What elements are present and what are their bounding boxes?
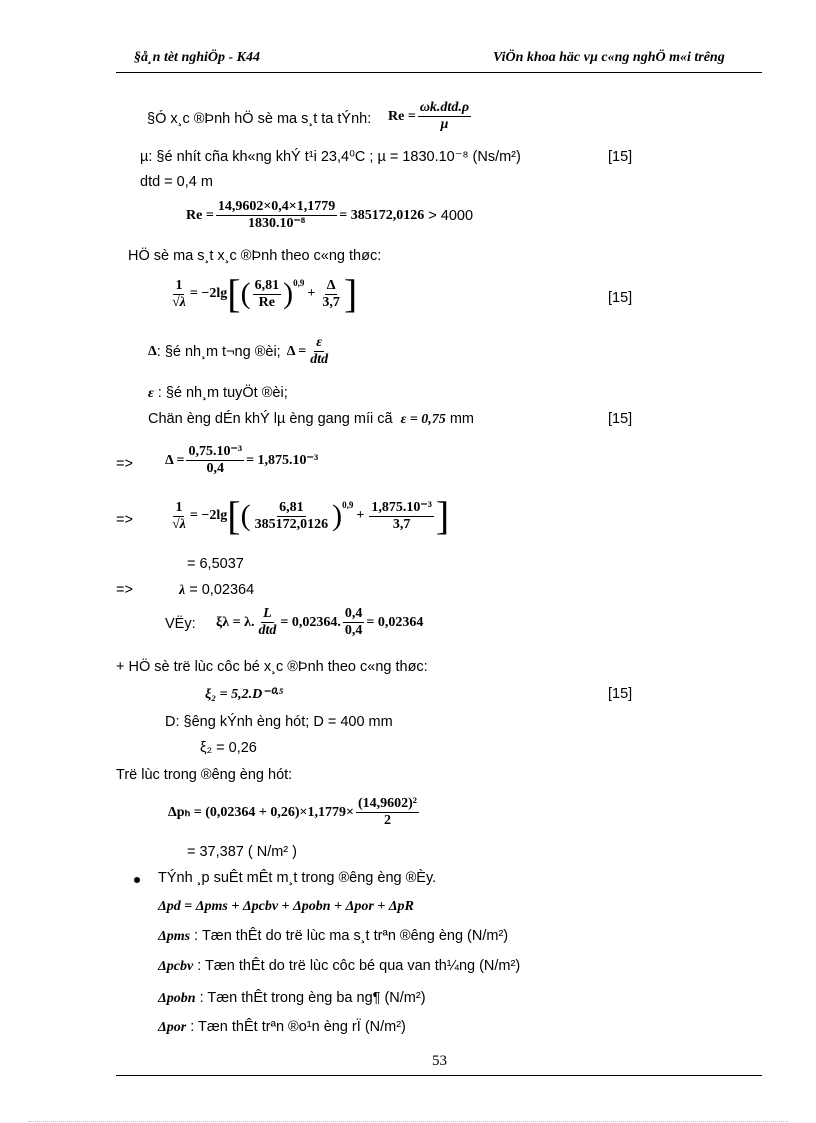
implies-arrow: =>: [116, 582, 133, 598]
text-span: : Tæn thÊt trªn ®o¹n èng rÏ (N/m²): [190, 1019, 406, 1035]
denominator: 1830.10⁻⁸: [248, 216, 306, 231]
formula-relative-roughness: [148, 335, 332, 368]
numerator: Δ: [326, 277, 336, 293]
formula-text: Δpms: [158, 929, 191, 944]
text-line: TÝnh ¸p suÊt mÊt m¸t trong ®êng èng ®Èy.: [158, 870, 437, 886]
text-span: Chän èng dÉn khÝ lµ èng gang míi cã: [148, 411, 393, 427]
fraction: [170, 500, 188, 533]
numerator: 6,81: [279, 499, 304, 515]
fraction: [253, 500, 331, 533]
text-line: [158, 928, 508, 945]
formula-lambda-calc: [168, 493, 450, 538]
formula-text: = 0,02364: [366, 614, 424, 630]
formula-text: Δpobn: [158, 991, 196, 1006]
text-line: [148, 385, 288, 402]
formula-dp-discharge: Δpd = Δpms + Δpcbv + Δpobn + Δpor + ΔpR: [158, 899, 414, 914]
text-line: = 6,5037: [187, 556, 244, 572]
formula-re-calc: [186, 199, 473, 232]
formula-text: ε = 0,75: [400, 412, 446, 427]
text-line: dtd = 0,4 m: [140, 174, 213, 190]
header-left: §å¸n tèt nghiÖp - K44: [134, 50, 261, 65]
formula-dp-suction: [168, 796, 421, 829]
denominator: √λ: [172, 294, 186, 310]
numerator: 0,75.10⁻³: [188, 444, 243, 459]
reference: [15]: [608, 686, 633, 702]
bullet: [134, 877, 140, 883]
formula-text: Re =: [186, 207, 214, 223]
text-line: ξ₂ = 0,26: [200, 740, 257, 756]
text-line: §Ó x¸c ®Þnh hÖ sè ma s¸t ta tÝnh:: [147, 111, 372, 127]
denominator: Re: [258, 294, 275, 310]
formula-text: λ: [179, 583, 186, 598]
footer-rule: [116, 1075, 762, 1076]
denominator: 3,7: [322, 294, 340, 310]
denominator: dtd: [258, 623, 277, 638]
formula-text: = 1,875.10⁻³: [246, 453, 319, 468]
reference: [15]: [608, 411, 633, 427]
formula-text: Re =: [388, 108, 416, 124]
exponent: 0,9: [342, 500, 354, 510]
denominator: 0,4: [344, 623, 363, 638]
text-span: : Tæn thÊt trong èng ba ng¶ (N/m²): [199, 990, 426, 1006]
text-line: [158, 1019, 406, 1036]
text-line: [148, 411, 474, 428]
formula-text: Δ =: [286, 343, 307, 359]
formula-text: ε: [148, 386, 154, 401]
formula-delta-calc: [165, 444, 318, 477]
numerator: 0,4: [344, 606, 363, 621]
denominator: 0,4: [206, 461, 225, 476]
text-line: µ: §é nhít cña kh«ng khÝ t¹i 23,4⁰C ; µ = 1830.10⁻⁸ (Ns/m²): [140, 149, 521, 165]
formula-text: Δpₕ = (0,02364 + 0,26)×1,1779×: [168, 805, 354, 820]
bracket-open: [: [227, 271, 241, 316]
reference: [15]: [608, 290, 633, 306]
fraction: [216, 199, 337, 232]
formula-re: [388, 100, 473, 133]
bracket-close: ]: [435, 493, 450, 538]
denominator: 2: [383, 813, 391, 828]
text-line: : §é nh¸m t¬ng ®èi;: [156, 343, 281, 360]
denominator: 3,7: [392, 516, 411, 532]
paren-close: ): [332, 499, 343, 532]
fraction: [356, 796, 419, 829]
text-line: [158, 958, 520, 975]
fraction: [320, 278, 342, 311]
numerator: 1: [175, 499, 183, 515]
formula-text: = −2lg: [189, 508, 228, 523]
denominator: √λ: [172, 516, 186, 532]
denominator: µ: [440, 117, 449, 132]
formula-text: = −2lg: [189, 286, 228, 301]
denominator: 385172,0126: [254, 516, 329, 532]
paren-close: ): [283, 277, 294, 310]
text-line: = 37,387 ( N/m² ): [187, 844, 297, 860]
paren-open: (: [240, 277, 251, 310]
numerator: 6,81: [254, 277, 280, 293]
numerator: (14,9602)²: [357, 796, 417, 811]
fraction: [170, 278, 188, 311]
implies-arrow: =>: [116, 512, 133, 528]
formula-xi2: ξ₂ = 5,2.D⁻⁰·⁵: [205, 687, 284, 702]
fraction: [253, 278, 282, 311]
fraction: [308, 335, 330, 368]
formula-text: Δ =: [165, 452, 185, 468]
text-span: : Tæn thÊt do trë lùc ma s¸t trªn ®êng èng (N/m²): [194, 928, 509, 944]
numerator: L: [263, 606, 272, 621]
formula-text: Δpcbv: [158, 959, 194, 974]
numerator: ε: [316, 335, 323, 350]
exponent: 0,9: [293, 278, 305, 288]
numerator: 1,875.10⁻³: [371, 499, 432, 515]
fraction: [186, 444, 244, 477]
formula-text: = 0,02364.: [280, 614, 341, 630]
denominator: dtd: [310, 352, 329, 367]
formula-text: +: [356, 508, 365, 523]
header-right: ViÖn khoa häc vµ c«ng nghÖ m«i trêng: [493, 50, 725, 65]
bracket-open: [: [227, 493, 241, 538]
formula-lambda: [168, 271, 358, 316]
fraction: [369, 500, 434, 533]
page-edge: [28, 1121, 788, 1122]
page-number: 53: [432, 1053, 447, 1069]
text-line: + HÖ sè trë lùc côc bé x¸c ®Þnh theo c«ng thøc:: [116, 659, 428, 675]
text-line: [179, 582, 254, 599]
reference: [15]: [608, 149, 633, 165]
text-line: VËy:: [165, 616, 196, 632]
numerator: 14,9602×0,4×1,1779: [217, 199, 336, 214]
text-span: : Tæn thÊt do trë lùc côc bé qua van th¼ng (N/m²): [197, 958, 521, 974]
fraction: [418, 100, 471, 133]
header-rule: [116, 72, 762, 73]
fraction: [256, 606, 278, 639]
paren-open: (: [240, 499, 251, 532]
formula-text: ξλ = λ.: [216, 614, 255, 630]
numerator: ωk.dtd.ρ: [419, 100, 470, 115]
formula-text: Δ: [148, 343, 157, 359]
implies-arrow: =>: [116, 456, 133, 472]
formula-text: Δpor: [158, 1020, 187, 1035]
bracket-close: ]: [343, 271, 358, 316]
text-span: = 0,02364: [189, 582, 255, 598]
formula-xi-lambda: [216, 606, 423, 639]
text-line: HÖ sè ma s¸t x¸c ®Þnh theo c«ng thøc:: [128, 248, 382, 264]
numerator: 1: [175, 277, 183, 293]
formula-text: > 4000: [428, 207, 474, 224]
formula-text: +: [307, 286, 316, 301]
fraction: [343, 606, 365, 639]
text-span: : §é nh¸m tuyÖt ®èi;: [157, 385, 288, 401]
text-line: [158, 990, 426, 1007]
formula-text: = 385172,0126: [339, 207, 425, 223]
text-span: mm: [449, 411, 475, 427]
text-line: D: §êng kÝnh èng hót; D = 400 mm: [165, 714, 393, 730]
text-line: Trë lùc trong ®êng èng hót:: [116, 767, 293, 783]
